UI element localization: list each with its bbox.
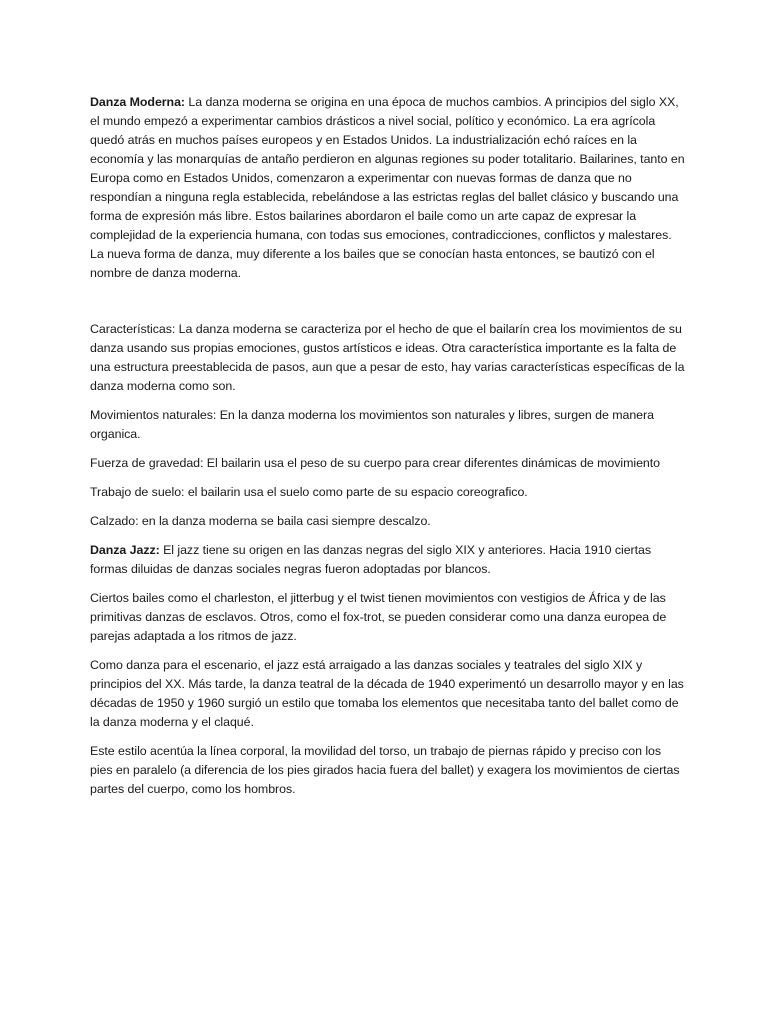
paragraph-danza-jazz — [90, 541, 686, 579]
paragraph-trabajo-suelo: Trabajo de suelo: el bailarin usa el suelo como parte de su espacio coreografico. — [90, 485, 528, 499]
paragraph-danza-escenario: Como danza para el escenario, el jazz está arraigado a las danzas sociales y teatrales del siglo XIX y principios del XX. Más tarde, la danza teatral de la década de 1940 experimentó un desarrollo mayor y en las décadas de 1950 y 1960 surgió un estilo que tomaba los elementos que necesitaba tanto del ballet como de la danza moderna y el claqué. — [90, 658, 684, 729]
paragraph-caracteristicas: Características: La danza moderna se caracteriza por el hecho de que el bailarín crea los movimientos de su danza usando sus propias emociones, gustos artísticos e ideas. Otra característica importante es la falta de una estructura preestablecida de pasos, aun que a pesar de esto, hay varias características específicas de la danza moderna como son. — [90, 322, 685, 393]
paragraph-calzado: Calzado: en la danza moderna se baila casi siempre descalzo. — [90, 514, 431, 528]
paragraph-bailes-charleston: Ciertos bailes como el charleston, el jitterbug y el twist tienen movimientos con vestigios de África y de las primitivas danzas de esclavos. Otros, como el fox-trot, se pueden considerar como una danza europea de parejas adaptada a los ritmos de jazz. — [90, 591, 667, 643]
paragraph-danza-moderna — [90, 93, 686, 283]
paragraph-fuerza-gravedad: Fuerza de gravedad: El bailarin usa el peso de su cuerpo para crear diferentes dinámicas de movimiento — [90, 456, 661, 470]
heading-danza-jazz: Danza Jazz: — [90, 543, 160, 557]
paragraph-danza-jazz-text: El jazz tiene su origen en las danzas negras del siglo XIX y anteriores. Hacia 1910 ciertas formas diluidas de danzas sociales negras fueron adoptadas por blancos. — [90, 543, 651, 576]
paragraph-estilo-linea-corporal: Este estilo acentúa la línea corporal, la movilidad del torso, un trabajo de piernas rápido y preciso con los pies en paralelo (a diferencia de los pies girados hacia fuera del ballet) y exagera los movimientos de ciertas partes del cuerpo, como los hombros. — [90, 744, 680, 796]
heading-danza-moderna: Danza Moderna: — [90, 95, 185, 109]
paragraph-danza-moderna-text: La danza moderna se origina en una época de muchos cambios. A principios del siglo XX, el mundo empezó a experimentar cambios drásticos a nivel social, político y económico. La era agrícola quedó atrás en muchos países europeos y en Estados Unidos. La industrialización echó raíces en la economía y las monarquías de antaño perdieron en algunas regiones su poder totalitario. Bailarines, tanto en Europa como en Estados Unidos, comenzaron a experimentar con nuevas formas de danza que no respondían a ninguna regla establecida, rebelándose a las estrictas reglas del ballet clásico y buscando una forma de expresión más libre. Estos bailarines abordaron el baile como un arte capaz de expresar la complejidad de la experiencia humana, con todas sus emociones, contradicciones, conflictos y malestares. La nueva forma de danza, muy diferente a los bailes que se conocían hasta entonces, se bautizó con el nombre de danza moderna. — [90, 95, 685, 280]
paragraph-movimientos-naturales: Movimientos naturales: En la danza moderna los movimientos son naturales y libres, surgen de manera organica. — [90, 408, 654, 441]
